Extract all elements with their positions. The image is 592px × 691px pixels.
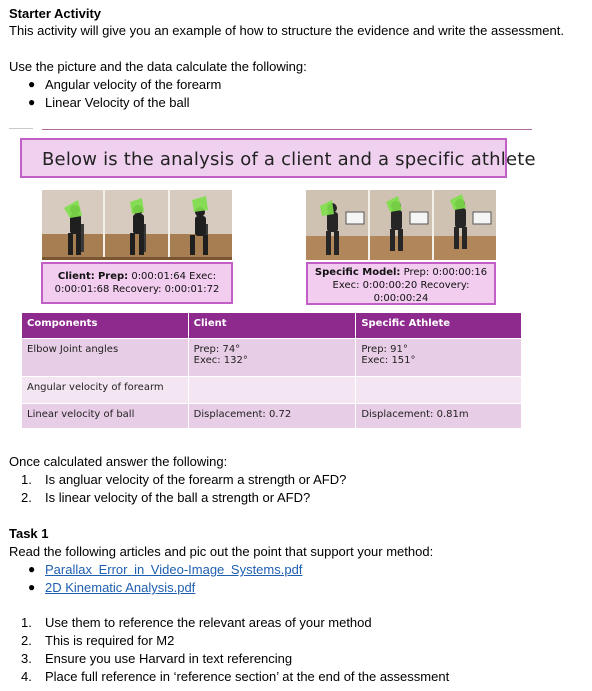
athlete-caption-label: Specific Model: bbox=[314, 267, 401, 278]
link-2d-kinematic-pdf[interactable]: 2D Kinematic Analysis.pdf bbox=[45, 580, 196, 595]
bullet-icon: ● bbox=[28, 580, 36, 594]
table-cell: Displacement: 0.72 bbox=[188, 404, 356, 429]
task1-step-3: Ensure you use Harvard in text referencing bbox=[45, 651, 293, 666]
table-header-cell: Components bbox=[22, 313, 189, 339]
table-cell: Elbow Joint angles bbox=[22, 339, 189, 377]
bullet-icon: ● bbox=[28, 77, 36, 91]
table-cell: Prep: 74° Exec: 132° bbox=[188, 339, 356, 377]
list-number: 1. bbox=[21, 615, 32, 630]
starter-intro: This activity will give you an example of how to structure the evidence and write the assessment. bbox=[9, 23, 564, 38]
slide-banner bbox=[20, 138, 536, 178]
client-photo-sequence bbox=[42, 190, 232, 260]
table-cell bbox=[188, 377, 356, 404]
analysis-slide bbox=[20, 132, 536, 434]
table-cell bbox=[356, 377, 522, 404]
bullet-icon: ● bbox=[28, 562, 36, 576]
task1-step-4: Place full reference in ‘reference section’ at the end of the assessment bbox=[45, 669, 450, 684]
athlete-photo-image bbox=[306, 190, 496, 260]
table-cell: Angular velocity of forearm bbox=[22, 377, 189, 404]
athlete-timing-caption bbox=[306, 262, 496, 305]
task1-instruction: Read the following articles and pic out the point that support your method: bbox=[9, 544, 434, 559]
client-timing-caption bbox=[41, 262, 233, 304]
client-caption-label: Client: bbox=[57, 271, 95, 282]
list-number: 2. bbox=[21, 490, 32, 505]
task1-step-2: This is required for M2 bbox=[45, 633, 175, 648]
bullet-icon: ● bbox=[28, 95, 36, 109]
table-cell: Displacement: 0.81m bbox=[356, 404, 522, 429]
task1-title: Task 1 bbox=[9, 526, 49, 541]
after-intro: Once calculated answer the following: bbox=[9, 454, 228, 469]
list-number: 2. bbox=[21, 633, 32, 648]
list-number: 3. bbox=[21, 651, 32, 666]
client-caption-times: 0:00:01:64 Exec: 0:00:01:68 Recovery: 0:00:01:72 bbox=[54, 271, 220, 295]
slide-banner-text: Below is the analysis of a client and a specific athlete bbox=[42, 149, 536, 170]
question-2: Is linear velocity of the ball a strength or AFD? bbox=[45, 490, 311, 505]
list-number: 1. bbox=[21, 472, 32, 487]
table-header-cell: Specific Athlete bbox=[356, 313, 522, 339]
table-header-cell: Client bbox=[188, 313, 356, 339]
table-cell: Prep: 91° Exec: 151° bbox=[356, 339, 522, 377]
table-row bbox=[22, 404, 522, 429]
athlete-caption-times: Prep: 0:00:00:16 Exec: 0:00:00:20 Recovery: 0:00:00:24 bbox=[332, 267, 488, 304]
table-header-row bbox=[22, 313, 522, 339]
starter-bullet-2: Linear Velocity of the ball bbox=[45, 95, 190, 110]
starter-instruction: Use the picture and the data calculate the following: bbox=[9, 59, 307, 74]
task1-step-1: Use them to reference the relevant areas of your method bbox=[45, 615, 372, 630]
table-row bbox=[22, 377, 522, 404]
starter-title: Starter Activity bbox=[9, 6, 101, 21]
athlete-photo-sequence bbox=[306, 190, 496, 260]
divider bbox=[9, 128, 33, 129]
list-number: 4. bbox=[21, 669, 32, 684]
question-1: Is angluar velocity of the forearm a strength or AFD? bbox=[45, 472, 347, 487]
client-photo-image bbox=[42, 190, 232, 260]
client-caption-prep-label: Prep: bbox=[97, 271, 129, 282]
comparison-table bbox=[21, 312, 522, 429]
starter-bullet-1: Angular velocity of the forearm bbox=[45, 77, 222, 92]
link-parallax-error-pdf[interactable]: Parallax Error in Video-Image Systems.pdf bbox=[45, 562, 303, 577]
divider bbox=[42, 129, 532, 130]
table-cell: Linear velocity of ball bbox=[22, 404, 189, 429]
table-row bbox=[22, 339, 522, 377]
